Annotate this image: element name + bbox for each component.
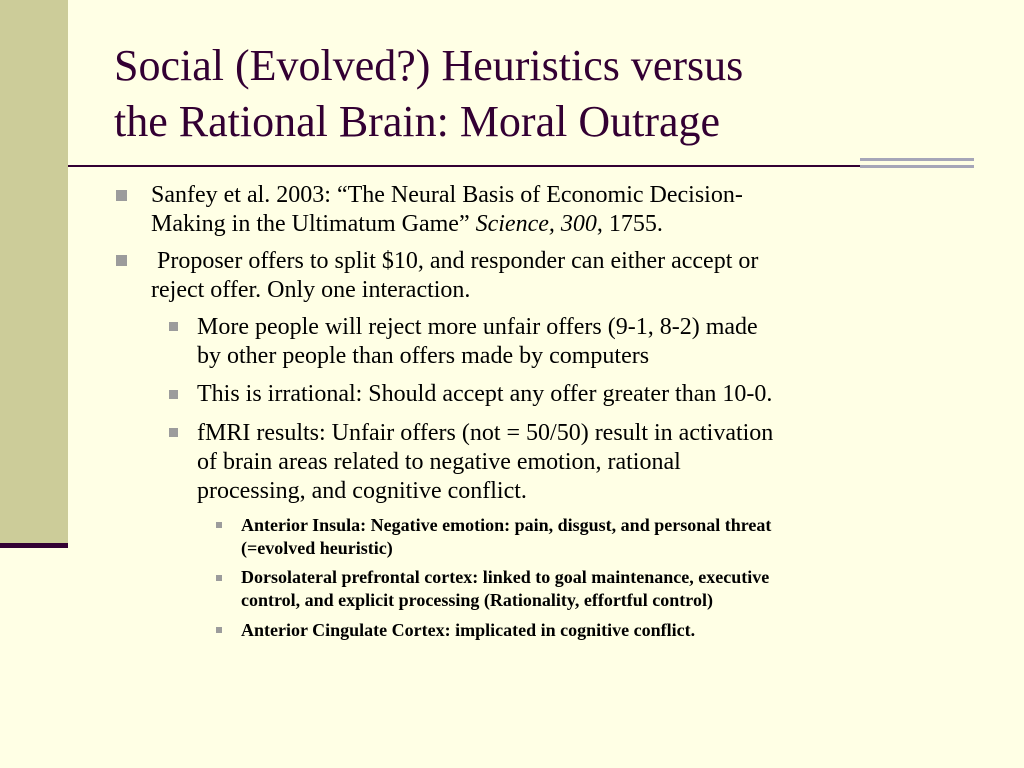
square-bullet-icon (116, 255, 127, 266)
sub-bullet-item (197, 380, 772, 409)
square-bullet-icon (216, 627, 222, 633)
square-bullet-icon (216, 575, 222, 581)
square-bullet-icon (169, 428, 178, 437)
bullet-item (151, 181, 743, 239)
bullet-text: Proposer offers to split $10, and responder can either accept or (151, 248, 759, 274)
sub-sub-bullet-text: Anterior Cingulate Cortex: implicated in cognitive conflict. (241, 620, 696, 640)
sub-sub-bullet-text-continued: (=evolved heuristic) (241, 538, 393, 558)
sub-sub-bullet-item (241, 566, 769, 612)
sub-bullet-text-continued: of brain areas related to negative emotion, rational (197, 449, 681, 475)
sub-bullet-text: fMRI results: Unfair offers (not = 50/50) result in activation (197, 420, 774, 446)
square-bullet-icon (169, 390, 178, 399)
bullet-text: Sanfey et al. 2003: “The Neural Basis of Economic Decision- (151, 182, 743, 208)
bullet-text-part: , 1755. (596, 211, 663, 237)
square-bullet-icon (169, 322, 178, 331)
sub-sub-bullet-text-continued: control, and explicit processing (Rationality, effortful control) (241, 590, 713, 610)
bullet-text-part: Making in the Ultimatum Game” (151, 211, 476, 237)
square-bullet-icon (216, 522, 222, 528)
square-bullet-icon (116, 190, 127, 201)
sub-sub-bullet-text: Anterior Insula: Negative emotion: pain, disgust, and personal threat (241, 515, 772, 535)
journal-name: Science, 300 (475, 211, 597, 237)
title-line-2: the Rational Brain: Moral Outrage (114, 97, 721, 146)
sub-sub-bullet-text: Dorsolateral prefrontal cortex: linked to goal maintenance, executive (241, 567, 770, 587)
sub-bullet-text: This is irrational: Should accept any offer greater than 10-0. (197, 381, 773, 407)
sub-sub-bullet-item (241, 514, 771, 560)
bullet-item (151, 247, 758, 305)
sub-bullet-text-continued: by other people than offers made by computers (197, 343, 650, 369)
sub-bullet-text: More people will reject more unfair offers (9-1, 8-2) made (197, 314, 758, 340)
title-line-1: Social (Evolved?) Heuristics versus (114, 41, 744, 90)
sub-sub-bullet-item (241, 619, 695, 642)
sub-bullet-text-continued: processing, and cognitive conflict. (197, 478, 527, 504)
sub-bullet-item (197, 313, 758, 371)
bullet-text-continued (151, 210, 743, 239)
sub-bullet-item (197, 419, 773, 506)
bullet-text-continued: reject offer. Only one interaction. (151, 277, 471, 303)
